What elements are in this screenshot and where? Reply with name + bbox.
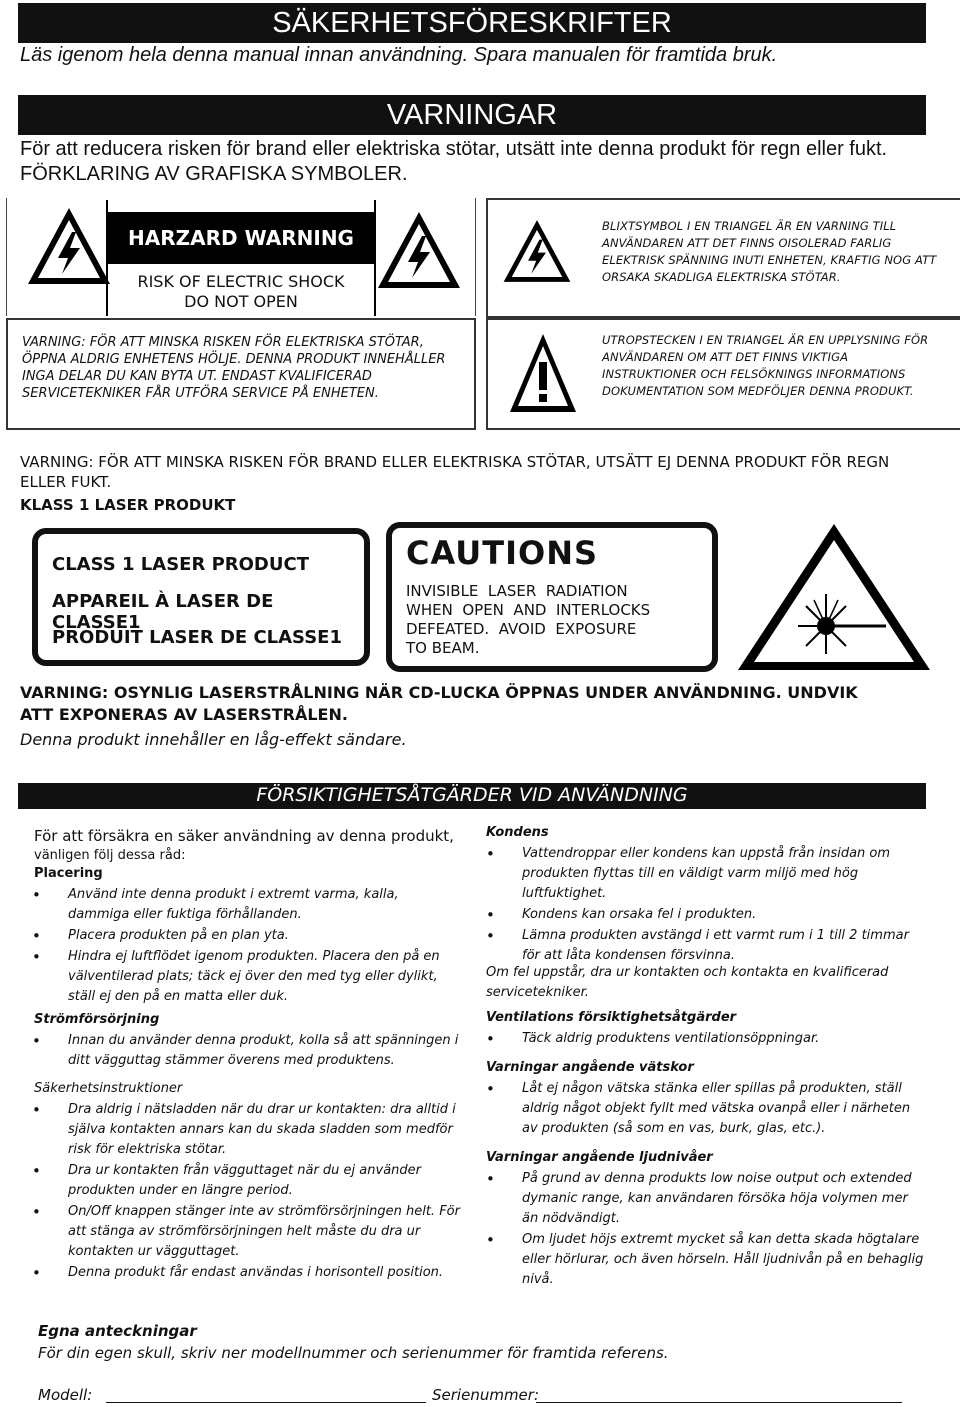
shock-warning-text: VARNING: FÖR ATT MINSKA RISKEN FÖR ELEKTRISKA STÖTAR, ÖPPNA ALDRIG ENHETENS HÖLJE. DENNA PRODUKT INNEHÅLLER INGA DELAR DU KAN BYTA UT. ENDAST KVALIFICERAD SERVICETEKNIKER FÅR UTFÖRA SERVICE PÅ ENHETEN. — [22, 335, 446, 401]
vent-heading: Ventilations försiktighetsåtgärder — [486, 1010, 737, 1025]
list-item: • Vattendroppar eller kondens kan uppstå från insidan om produkten flyttas till en väldigt varm miljö med hög luftfuktighet. — [486, 844, 926, 904]
notes-heading: Egna anteckningar — [38, 1322, 197, 1340]
title-banner — [18, 3, 926, 43]
intro-line: Läs igenom hela denna manual innan användning. Spara manualen för framtida bruk. — [20, 44, 778, 66]
vatskor-heading: Varningar angående vätskor — [486, 1060, 694, 1075]
model-label: Modell: — [38, 1386, 93, 1404]
symbols-heading: FÖRKLARING AV GRAFISKA SYMBOLER. — [20, 163, 408, 185]
list-item: • Dra ur kontakten från vägguttaget när du ej använder produkten under en längre period. — [32, 1161, 462, 1201]
kondens-after: Om fel uppstår, dra ur kontakten och kontakta en kvalificerad servicetekniker. — [486, 965, 889, 1000]
laser-radiation-triangle-icon — [736, 522, 932, 677]
list-item: • Använd inte denna produkt i extremt varma, kalla, dammiga eller fuktiga förhållanden. — [32, 885, 462, 925]
strom-list — [32, 1031, 462, 1072]
sak-list — [32, 1100, 462, 1284]
lightning-explanation-box — [486, 198, 960, 318]
list-item: • Dra aldrig i nätsladden när du drar ur kontakten: dra alltid i själva kontakten annars kan du skada sladden som medför risk för elektriska stötar. — [32, 1100, 462, 1160]
hazard-sign-title: HARZARD WARNING — [108, 212, 374, 264]
vent-list — [486, 1029, 926, 1050]
list-item: • Denna produkt får endast användas i horisontell position. — [32, 1263, 462, 1283]
low-power-note: Denna produkt innehåller en låg-effekt sändare. — [20, 730, 407, 749]
list-item: • Om ljudet höjs extremt mycket så kan detta skada högtalare eller hörlurar, och även hörseln. Håll ljudnivån på en behaglig nivå. — [486, 1230, 926, 1290]
warnings-title: VARNINGAR — [386, 99, 558, 131]
placering-list — [32, 885, 462, 1008]
kondens-heading: Kondens — [486, 825, 549, 840]
placering-heading: Placering — [34, 866, 103, 881]
strom-heading: Strömförsörjning — [34, 1012, 160, 1027]
precautions-intro — [34, 826, 454, 866]
class1-laser-label — [32, 528, 370, 666]
rain-warning: VARNING: FÖR ATT MINSKA RISKEN FÖR BRAND ELLER ELEKTRISKA STÖTAR, UTSÄTT EJ DENNA PRODUKT FÖR REGN ELLER FUKT. — [20, 453, 890, 491]
lightning-triangle-icon — [26, 206, 112, 286]
class1-label-line1: CLASS 1 LASER PRODUCT — [52, 554, 309, 575]
list-item: • On/Off knappen stänger inte av strömförsörjningen helt. För att stänga av strömförsörjningen helt måste du dra ur kontakten ur vägguttaget. — [32, 1202, 462, 1262]
hazard-warning-sign — [106, 200, 376, 316]
symbols-panel — [6, 198, 954, 428]
precautions-title: FÖRSIKTIGHETSÅTGÄRDER VID ANVÄNDNING — [256, 784, 688, 806]
list-item: • Hindra ej luftflödet igenom produkten. Placera den på en välventilerad plats; täck ej över den med tyg eller dylikt, ställ ej den på en matta eller duk. — [32, 947, 462, 1007]
laser-class-heading: KLASS 1 LASER PRODUKT — [20, 496, 236, 514]
list-item: • Kondens kan orsaka fel i produkten. — [486, 905, 926, 925]
list-item: • Låt ej någon vätska stänka eller spillas på produkten, ställ aldrig något objekt fyllt med vätska ovanpå eller i närheten av produkten (så som en vas, burk, glas, etc.). — [486, 1079, 926, 1139]
sak-heading: Säkerhetsinstruktioner — [34, 1081, 183, 1096]
list-item: • Innan du använder denna produkt, kolla så att spänningen i ditt vägguttag stämmer överens med produktens. — [32, 1031, 462, 1071]
intro-line1: För att försäkra en säker användning av denna produkt, — [34, 827, 454, 845]
list-item: • Lämna produkten avstängd i ett varmt rum i 1 till 2 timmar för att låta kondensen försvinna. — [486, 926, 926, 966]
model-input[interactable] — [106, 1402, 426, 1403]
cautions-line1: INVISIBLE LASER RADIATION — [406, 582, 628, 600]
list-item: • Täck aldrig produktens ventilationsöppningar. — [486, 1029, 926, 1049]
cautions-label — [386, 522, 718, 672]
kondens-list — [486, 844, 926, 967]
lightning-triangle-icon — [502, 218, 572, 284]
warnings-banner — [18, 95, 926, 135]
hazard-sign-line2: DO NOT OPEN — [184, 292, 298, 311]
list-item: • På grund av denna produkts low noise output och extended dymanic range, kan användaren försöka höja volymen mer än nödvändigt. — [486, 1169, 926, 1229]
exclamation-explanation-box — [486, 318, 960, 430]
exclamation-triangle-icon — [508, 332, 578, 414]
lightning-explanation: BLIXTSYMBOL I EN TRIANGEL ÄR EN VARNING TILL ANVÄNDAREN ATT DET FINNS OISOLERAD FARLIG ELEKTRISK SPÄNNING INUTI ENHETEN, KRAFTIG NOG ATT ORSAKA SKADLIGA ELEKTRISKA STÖTAR. — [602, 219, 937, 284]
shock-warning-box — [6, 318, 476, 430]
serial-input[interactable] — [536, 1402, 902, 1403]
hazard-sign-line1: RISK OF ELECTRIC SHOCK — [137, 272, 345, 291]
exclamation-explanation: UTROPSTECKEN I EN TRIANGEL ÄR EN UPPLYSNING FÖR ANVÄNDAREN OM ATT DET FINNS VIKTIGA INSTRUKTIONER OCH FELSÖKNINGS INFORMATIONS DOKUMENTATION SOM MEDFÖLJER DENNA PRODUKT. — [602, 333, 929, 398]
laser-bold-warning: VARNING: OSYNLIG LASERSTRÅLNING NÄR CD-LUCKA ÖPPNAS UNDER ANVÄNDNING. UNDVIK ATT EXPONERAS AV LASERSTRÅLEN. — [20, 683, 858, 724]
ljud-list — [486, 1169, 926, 1291]
lightning-triangle-icon — [376, 210, 462, 290]
list-item: • Placera produkten på en plan yta. — [32, 926, 462, 946]
notes-text: För din egen skull, skriv ner modellnummer och serienummer för framtida referens. — [38, 1344, 669, 1362]
ljud-heading: Varningar angående ljudnivåer — [486, 1150, 713, 1165]
cautions-line3: DEFEATED. AVOID EXPOSURE — [406, 620, 637, 638]
vatskor-list — [486, 1079, 926, 1140]
serial-label: Serienummer: — [432, 1386, 539, 1404]
warnings-line: För att reducera risken för brand eller elektriska stötar, utsätt inte denna produkt för regn eller fukt. — [20, 138, 888, 160]
class1-label-line3: PRODUIT LASER DE CLASSE1 — [52, 627, 342, 648]
cautions-title: CAUTIONS — [406, 534, 599, 572]
class1-label-line2: APPAREIL À LASER DE CLASSE1 — [52, 591, 274, 633]
intro-line2: vänligen följ dessa råd: — [34, 848, 186, 863]
page-title: SÄKERHETSFÖRESKRIFTER — [272, 7, 672, 39]
cautions-line4: TO BEAM. — [406, 639, 480, 657]
cautions-line2: WHEN OPEN AND INTERLOCKS — [406, 601, 651, 619]
